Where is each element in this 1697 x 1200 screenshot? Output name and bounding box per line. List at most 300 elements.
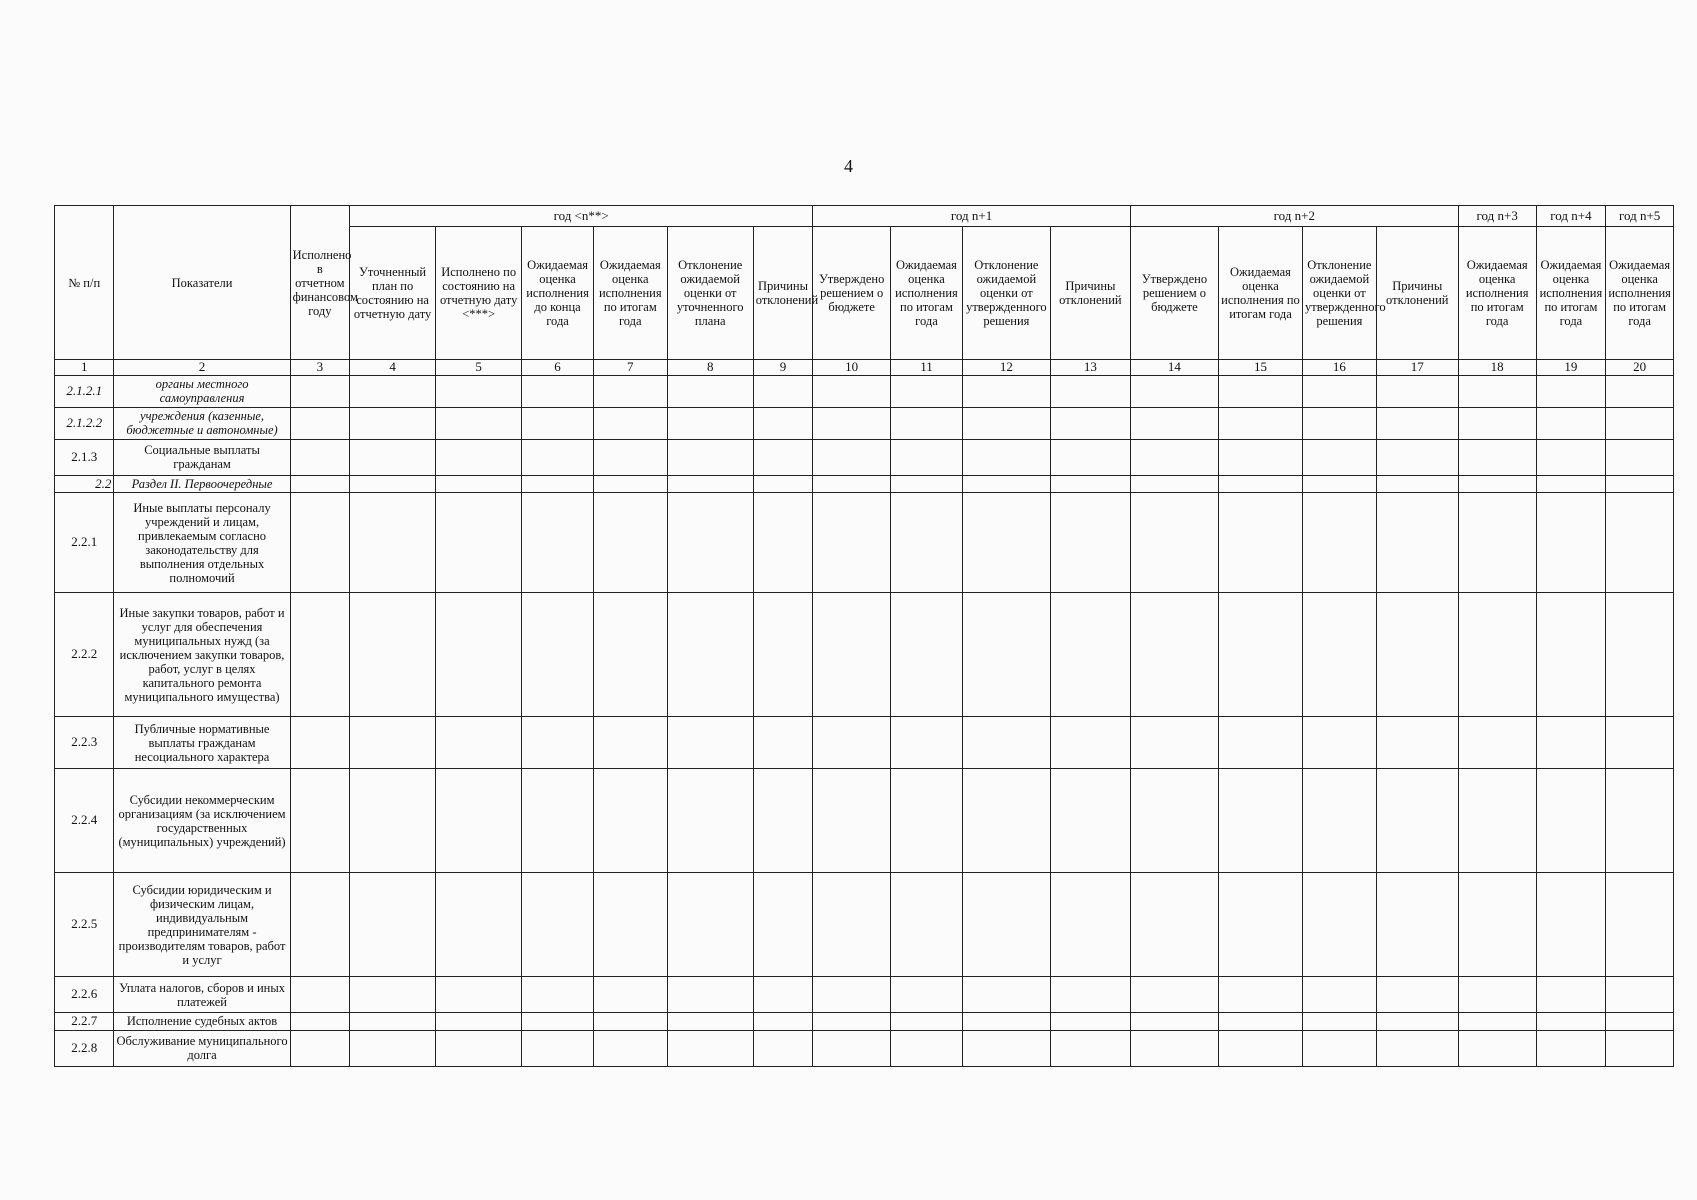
value-cell [753, 977, 813, 1013]
value-cell [436, 375, 522, 407]
value-cell [1376, 1013, 1458, 1031]
value-cell [1536, 407, 1606, 439]
value-cell [1130, 1030, 1218, 1066]
value-cell [891, 977, 963, 1013]
column-number: 13 [1050, 360, 1130, 376]
value-cell [667, 439, 753, 475]
value-cell [962, 593, 1050, 717]
value-cell [350, 475, 436, 493]
value-cell [813, 593, 891, 717]
value-cell [436, 407, 522, 439]
value-cell [1302, 717, 1376, 769]
table-row [55, 717, 1674, 769]
value-cell [1050, 493, 1130, 593]
value-cell [1302, 375, 1376, 407]
value-cell [1130, 475, 1218, 493]
value-cell [891, 1013, 963, 1031]
value-cell [813, 439, 891, 475]
value-cell [891, 1030, 963, 1066]
value-cell [1050, 1013, 1130, 1031]
value-cell [1458, 873, 1536, 977]
value-cell [1050, 407, 1130, 439]
value-cell [350, 593, 436, 717]
value-cell [1376, 1030, 1458, 1066]
value-cell [1606, 593, 1674, 717]
value-cell [753, 1030, 813, 1066]
value-cell [436, 873, 522, 977]
value-cell [1050, 475, 1130, 493]
value-cell [1536, 493, 1606, 593]
value-cell [1130, 1013, 1218, 1031]
value-cell [1302, 407, 1376, 439]
value-cell [522, 873, 594, 977]
value-cell [593, 873, 667, 977]
value-cell [593, 1030, 667, 1066]
header-group-year-n3: год n+3 [1458, 206, 1536, 227]
value-cell [891, 717, 963, 769]
value-cell [753, 475, 813, 493]
value-cell [962, 493, 1050, 593]
header-col6: Ожидаемая оценка исполнения до конца года [522, 227, 594, 360]
value-cell [891, 375, 963, 407]
value-cell [1376, 475, 1458, 493]
header-col4: Уточненный план по состоянию на отчетную дату [350, 227, 436, 360]
value-cell [1536, 873, 1606, 977]
value-cell [522, 407, 594, 439]
value-cell [1606, 375, 1674, 407]
value-cell [436, 769, 522, 873]
value-cell [1130, 873, 1218, 977]
value-cell [813, 375, 891, 407]
value-cell [1218, 475, 1302, 493]
value-cell [290, 873, 349, 977]
value-cell [1536, 1013, 1606, 1031]
header-col8: Отклонение ожидаемой оценки от уточненного плана [667, 227, 753, 360]
table-row [55, 977, 1674, 1013]
value-cell [753, 593, 813, 717]
value-cell [1458, 475, 1536, 493]
value-cell [1302, 593, 1376, 717]
header-col7: Ожидаемая оценка исполнения по итогам года [593, 227, 667, 360]
value-cell [436, 475, 522, 493]
value-cell [593, 375, 667, 407]
value-cell [667, 873, 753, 977]
value-cell [1050, 769, 1130, 873]
value-cell [1130, 977, 1218, 1013]
column-number: 20 [1606, 360, 1674, 376]
value-cell [1050, 1030, 1130, 1066]
header-col20: Ожидаемая оценка исполнения по итогам года [1606, 227, 1674, 360]
value-cell [962, 769, 1050, 873]
value-cell [813, 769, 891, 873]
value-cell [593, 977, 667, 1013]
value-cell [436, 717, 522, 769]
value-cell [667, 475, 753, 493]
value-cell [813, 407, 891, 439]
value-cell [350, 375, 436, 407]
column-number: 2 [114, 360, 290, 376]
value-cell [1376, 375, 1458, 407]
value-cell [1130, 407, 1218, 439]
column-number: 19 [1536, 360, 1606, 376]
value-cell [1376, 873, 1458, 977]
column-number: 15 [1218, 360, 1302, 376]
value-cell [1606, 1030, 1674, 1066]
value-cell [593, 407, 667, 439]
table-row [55, 1030, 1674, 1066]
value-cell [1376, 439, 1458, 475]
value-cell [1458, 769, 1536, 873]
value-cell [1218, 375, 1302, 407]
value-cell [667, 407, 753, 439]
value-cell [290, 593, 349, 717]
value-cell [350, 769, 436, 873]
value-cell [1536, 1030, 1606, 1066]
value-cell [1458, 717, 1536, 769]
column-number: 9 [753, 360, 813, 376]
header-col17: Причины отклонений [1376, 227, 1458, 360]
header-col11: Ожидаемая оценка исполнения по итогам года [891, 227, 963, 360]
value-cell [753, 407, 813, 439]
value-cell [813, 493, 891, 593]
row-number: 2.2.6 [55, 977, 114, 1013]
value-cell [753, 493, 813, 593]
column-number: 17 [1376, 360, 1458, 376]
value-cell [593, 593, 667, 717]
value-cell [1376, 977, 1458, 1013]
table-row [55, 407, 1674, 439]
value-cell [593, 439, 667, 475]
value-cell [962, 977, 1050, 1013]
value-cell [753, 873, 813, 977]
value-cell [1606, 1013, 1674, 1031]
row-number: 2.2.8 [55, 1030, 114, 1066]
header-col12: Отклонение ожидаемой оценки от утвержденного решения [962, 227, 1050, 360]
value-cell [1536, 593, 1606, 717]
value-cell [290, 1030, 349, 1066]
column-number: 14 [1130, 360, 1218, 376]
value-cell [290, 493, 349, 593]
value-cell [753, 717, 813, 769]
value-cell [593, 717, 667, 769]
value-cell [1458, 493, 1536, 593]
value-cell [1606, 493, 1674, 593]
value-cell [813, 1030, 891, 1066]
value-cell [1218, 1013, 1302, 1031]
value-cell [1606, 407, 1674, 439]
value-cell [522, 475, 594, 493]
column-number: 7 [593, 360, 667, 376]
table-row [55, 1013, 1674, 1031]
value-cell [753, 439, 813, 475]
column-number: 16 [1302, 360, 1376, 376]
table-row [55, 873, 1674, 977]
value-cell [1302, 1013, 1376, 1031]
value-cell [350, 493, 436, 593]
value-cell [753, 1013, 813, 1031]
row-label: Раздел II. Первоочередные [114, 475, 290, 493]
value-cell [1130, 769, 1218, 873]
table-row [55, 769, 1674, 873]
value-cell [593, 1013, 667, 1031]
value-cell [1606, 717, 1674, 769]
value-cell [593, 493, 667, 593]
value-cell [436, 1030, 522, 1066]
value-cell [1218, 717, 1302, 769]
value-cell [1218, 407, 1302, 439]
column-number: 1 [55, 360, 114, 376]
value-cell [436, 493, 522, 593]
value-cell [667, 493, 753, 593]
column-number: 11 [891, 360, 963, 376]
value-cell [1050, 439, 1130, 475]
value-cell [1376, 493, 1458, 593]
value-cell [350, 977, 436, 1013]
value-cell [1536, 475, 1606, 493]
value-cell [290, 977, 349, 1013]
value-cell [436, 977, 522, 1013]
value-cell [1458, 407, 1536, 439]
header-group-year-n5: год n+5 [1606, 206, 1674, 227]
value-cell [891, 873, 963, 977]
value-cell [1218, 1030, 1302, 1066]
value-cell [1458, 375, 1536, 407]
table-row [55, 375, 1674, 407]
value-cell [1130, 493, 1218, 593]
value-cell [1302, 493, 1376, 593]
value-cell [1218, 769, 1302, 873]
value-cell [1218, 977, 1302, 1013]
row-label: Иные выплаты персоналу учреждений и лицам, привлекаемым согласно законодательству для выполнения отдельных полномочий [114, 493, 290, 593]
value-cell [753, 769, 813, 873]
value-cell [522, 375, 594, 407]
header-group-year-n4: год n+4 [1536, 206, 1606, 227]
value-cell [436, 439, 522, 475]
value-cell [522, 717, 594, 769]
header-col3: Исполнено в отчетном финансовом году [290, 206, 349, 360]
header-group-year-n: год <n**> [350, 206, 813, 227]
column-number: 4 [350, 360, 436, 376]
value-cell [1458, 1013, 1536, 1031]
value-cell [667, 375, 753, 407]
value-cell [1458, 1030, 1536, 1066]
row-label: Обслуживание муниципального долга [114, 1030, 290, 1066]
row-number: 2.1.3 [55, 439, 114, 475]
value-cell [1130, 593, 1218, 717]
value-cell [1302, 1030, 1376, 1066]
header-group-row [55, 206, 1674, 227]
value-cell [1130, 375, 1218, 407]
value-cell [1606, 439, 1674, 475]
value-cell [436, 593, 522, 717]
value-cell [1536, 375, 1606, 407]
header-indicators: Показатели [114, 206, 290, 360]
value-cell [593, 769, 667, 873]
value-cell [891, 475, 963, 493]
value-cell [1050, 717, 1130, 769]
value-cell [1606, 977, 1674, 1013]
header-col14: Утверждено решением о бюджете [1130, 227, 1218, 360]
value-cell [350, 1030, 436, 1066]
value-cell [813, 873, 891, 977]
header-group-year-n2: год n+2 [1130, 206, 1458, 227]
value-cell [667, 1013, 753, 1031]
header-col15: Ожидаемая оценка исполнения по итогам года [1218, 227, 1302, 360]
column-number: 12 [962, 360, 1050, 376]
value-cell [1050, 375, 1130, 407]
value-cell [667, 769, 753, 873]
value-cell [522, 1013, 594, 1031]
table-row [55, 475, 1674, 493]
header-col16: Отклонение ожидаемой оценки от утвержденного решения [1302, 227, 1376, 360]
value-cell [813, 977, 891, 1013]
value-cell [891, 493, 963, 593]
value-cell [350, 407, 436, 439]
value-cell [1376, 769, 1458, 873]
value-cell [962, 475, 1050, 493]
value-cell [891, 407, 963, 439]
row-label: Субсидии юридическим и физическим лицам, индивидуальным предпринимателям - производителям товаров, работ и услуг [114, 873, 290, 977]
value-cell [962, 375, 1050, 407]
value-cell [593, 475, 667, 493]
value-cell [1606, 475, 1674, 493]
page-number: 4 [844, 156, 853, 176]
header-no: № п/п [55, 206, 114, 360]
column-number: 18 [1458, 360, 1536, 376]
header-col18: Ожидаемая оценка исполнения по итогам года [1458, 227, 1536, 360]
row-number: 2.2.5 [55, 873, 114, 977]
row-number: 2.2.4 [55, 769, 114, 873]
value-cell [1376, 717, 1458, 769]
value-cell [962, 439, 1050, 475]
row-number: 2.2 [55, 475, 114, 493]
value-cell [1218, 593, 1302, 717]
value-cell [1536, 717, 1606, 769]
value-cell [667, 1030, 753, 1066]
value-cell [753, 375, 813, 407]
value-cell [290, 439, 349, 475]
table-row [55, 593, 1674, 717]
value-cell [1130, 439, 1218, 475]
value-cell [1050, 593, 1130, 717]
value-cell [522, 1030, 594, 1066]
value-cell [667, 717, 753, 769]
column-number: 5 [436, 360, 522, 376]
row-label: учреждения (казенные, бюджетные и автономные) [114, 407, 290, 439]
value-cell [290, 375, 349, 407]
row-number: 2.1.2.2 [55, 407, 114, 439]
value-cell [436, 1013, 522, 1031]
row-label: Субсидии некоммерческим организациям (за исключением государственных (муниципальных) учреждений) [114, 769, 290, 873]
table-body [55, 375, 1674, 1066]
value-cell [522, 493, 594, 593]
row-number: 2.2.2 [55, 593, 114, 717]
value-cell [1218, 439, 1302, 475]
header-col19: Ожидаемая оценка исполнения по итогам года [1536, 227, 1606, 360]
value-cell [962, 1030, 1050, 1066]
value-cell [1050, 873, 1130, 977]
row-label: Социальные выплаты гражданам [114, 439, 290, 475]
value-cell [290, 1013, 349, 1031]
value-cell [1458, 593, 1536, 717]
value-cell [522, 593, 594, 717]
value-cell [1302, 977, 1376, 1013]
row-label: Уплата налогов, сборов и иных платежей [114, 977, 290, 1013]
value-cell [1536, 439, 1606, 475]
value-cell [290, 407, 349, 439]
value-cell [667, 977, 753, 1013]
value-cell [1218, 873, 1302, 977]
value-cell [290, 769, 349, 873]
value-cell [962, 1013, 1050, 1031]
value-cell [667, 593, 753, 717]
row-number: 2.1.2.1 [55, 375, 114, 407]
header-col13: Причины отклонений [1050, 227, 1130, 360]
row-label: Иные закупки товаров, работ и услуг для обеспечения муниципальных нужд (за исключением закупки товаров, работ, услуг в целях капитального ремонта муниципального имущества) [114, 593, 290, 717]
header-col9: Причины отклонений [753, 227, 813, 360]
value-cell [1302, 439, 1376, 475]
value-cell [290, 717, 349, 769]
value-cell [1130, 717, 1218, 769]
value-cell [1606, 873, 1674, 977]
row-number: 2.2.3 [55, 717, 114, 769]
header-group-year-n1: год n+1 [813, 206, 1131, 227]
value-cell [1458, 439, 1536, 475]
value-cell [891, 593, 963, 717]
column-number: 6 [522, 360, 594, 376]
value-cell [1302, 475, 1376, 493]
header-col10: Утверждено решением о бюджете [813, 227, 891, 360]
value-cell [962, 873, 1050, 977]
row-label: органы местного самоуправления [114, 375, 290, 407]
value-cell [813, 475, 891, 493]
value-cell [522, 439, 594, 475]
value-cell [290, 475, 349, 493]
budget-report-table [54, 205, 1674, 1067]
value-cell [1302, 873, 1376, 977]
header-col5: Исполнено по состоянию на отчетную дату <***> [436, 227, 522, 360]
value-cell [962, 717, 1050, 769]
value-cell [813, 1013, 891, 1031]
value-cell [1458, 977, 1536, 1013]
column-number: 3 [290, 360, 349, 376]
row-number: 2.2.7 [55, 1013, 114, 1031]
value-cell [891, 439, 963, 475]
column-number: 10 [813, 360, 891, 376]
value-cell [1218, 493, 1302, 593]
value-cell [962, 407, 1050, 439]
value-cell [350, 717, 436, 769]
value-cell [1536, 769, 1606, 873]
table-row [55, 439, 1674, 475]
row-number: 2.2.1 [55, 493, 114, 593]
value-cell [350, 1013, 436, 1031]
value-cell [1376, 593, 1458, 717]
column-number-row [55, 360, 1674, 376]
value-cell [1376, 407, 1458, 439]
value-cell [813, 717, 891, 769]
value-cell [1050, 977, 1130, 1013]
value-cell [350, 439, 436, 475]
row-label: Исполнение судебных актов [114, 1013, 290, 1031]
value-cell [1302, 769, 1376, 873]
value-cell [1606, 769, 1674, 873]
value-cell [350, 873, 436, 977]
value-cell [522, 769, 594, 873]
value-cell [522, 977, 594, 1013]
value-cell [891, 769, 963, 873]
value-cell [1536, 977, 1606, 1013]
